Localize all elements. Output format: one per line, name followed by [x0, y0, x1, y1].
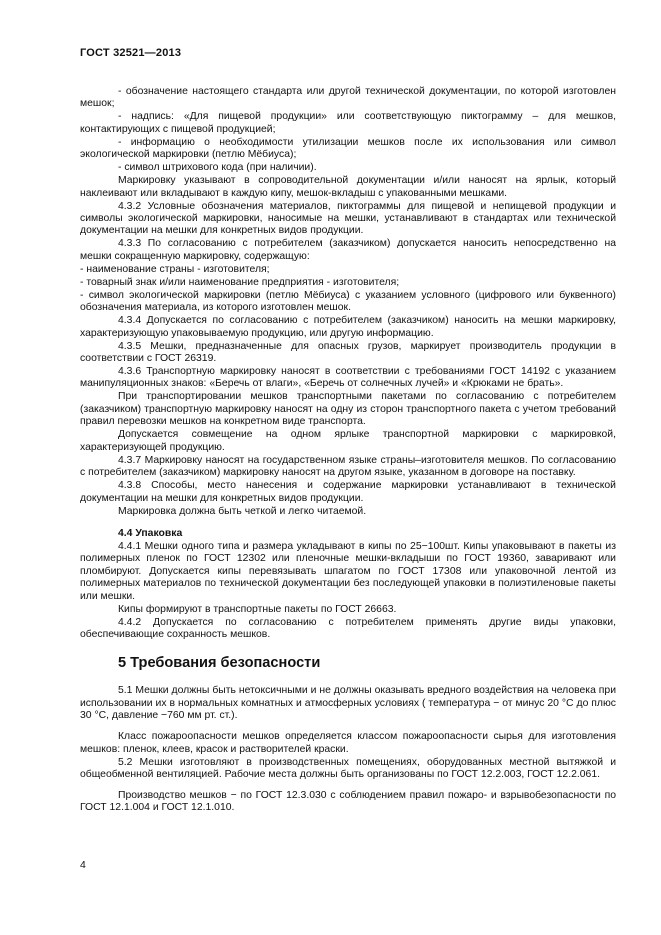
paragraph: - символ штрихового кода (при наличии). — [118, 162, 317, 174]
paragraph: Класс пожароопасности мешков определяется классом пожароопасности сырья для изготовления мешков: пленок, клеев, красок и растворителей краски. — [80, 731, 616, 755]
paragraph: Кипы формируют в транспортные пакеты по ГОСТ 26663. — [118, 603, 397, 615]
paragraph: Маркировка должна быть четкой и легко читаемой. — [118, 505, 367, 517]
paragraph: Допускается совмещение на одном ярлыке транспортной маркировки с маркировкой, характеризующей продукцию. — [80, 429, 616, 453]
document-header: ГОСТ 32521—2013 — [80, 47, 182, 59]
page-body — [80, 86, 616, 815]
paragraph: 4.3.6 Транспортную маркировку наносят в соответствии с требованиями ГОСТ 14192 с указанием манипуляционных знаков: «Беречь от влаги», «Беречь от солнечных лучей» и «Крюками не брать». — [80, 366, 616, 390]
paragraph: При транспортировании мешков транспортными пакетами по согласованию с потребителем (заказчиком) транспортную маркировку наносят на одну из сторон транспортного пакета с учетом требований правил перевозки мешков на конкретном виде транспорта. — [80, 391, 616, 428]
paragraph: 4.4.2 Допускается по согласованию с потребителем применять другие виды упаковки, обеспечивающие сохранность мешков. — [80, 616, 616, 640]
section-heading-safety: 5 Требования безопасности — [118, 655, 321, 672]
paragraph: - надпись: «Для пищевой продукции» или соответствующую пиктограмму – для мешков, контактирующих с пищевой продукцией; — [80, 111, 616, 135]
paragraph: Маркировку указывают в сопроводительной документации и/или наносят на ярлык, который наклеивают или вкладывают в каждую кипу, мешок-вкладыш с упакованными мешками. — [80, 175, 616, 199]
paragraph: 4.3.4 Допускается по согласованию с потребителем (заказчиком) наносить на мешки маркировку, характеризующую упаковываемую продукцию, или другую информацию. — [80, 315, 616, 339]
paragraph: Производство мешков − по ГОСТ 12.3.030 с соблюдением правил пожаро- и взрывобезопасности по ГОСТ 12.1.004 и ГОСТ 12.1.010. — [80, 789, 616, 814]
section-heading-packaging: 4.4 Упаковка — [118, 527, 183, 539]
paragraph: - товарный знак и/или наименование предприятия - изготовителя; — [80, 276, 400, 288]
paragraph: 5.1 Мешки должны быть нетоксичными и не должны оказывать вредного воздействия на человека при использовании их в нормальных комнатных и атмосферных условиях ( температура − от минус 20 °С до плюс 30 °С, давление −760 мм рт. ст.). — [80, 685, 616, 722]
paragraph: 4.3.5 Мешки, предназначенные для опасных грузов, маркирует производитель продукции в соответствии с ГОСТ 26319. — [80, 340, 616, 365]
paragraph: - обозначение настоящего стандарта или другой технической документации, по которой изготовлен мешок; — [80, 86, 616, 110]
paragraph: 4.3.2 Условные обозначения материалов, пиктограммы для пищевой и непищевой продукции и символы экологической маркировки, наносимые на мешки, устанавливают в стандартах или технической документации на мешки для конкретных видов продукции. — [80, 200, 616, 237]
paragraph: 4.3.7 Маркировку наносят на государственном языке страны–изготовителя мешков. По согласованию с потребителем (заказчиком) маркировку наносят на другом языке, указанном в договоре на поставку. — [80, 454, 616, 479]
paragraph: 4.4.1 Мешки одного типа и размера укладывают в кипы по 25−100шт. Кипы упаковывают в пакеты из полимерных пленок по ГОСТ 12302 или пленочные мешки-вкладыши по ГОСТ 19360, заваривают или пломбируют. Допускается кипы перевязывать шпагатом по ГОСТ 17308 или упаковочной лентой из полимерных материалов по технической документации без последующей упаковки в полиэтиленовые пакеты или мешки. — [80, 540, 616, 602]
paragraph: 5.2 Мешки изготовляют в производственных помещениях, оборудованных местной вытяжкой и общеобменной вентиляцией. Рабочие места должны быть организованы по ГОСТ 12.2.003, ГОСТ 12.2.061. — [80, 756, 616, 780]
paragraph: 4.3.3 По согласованию с потребителем (заказчиком) допускается наносить непосредственно на мешки сокращенную маркировку, содержащую: — [80, 238, 616, 262]
paragraph: - наименование страны - изготовителя; — [80, 263, 270, 275]
paragraph: - символ экологической маркировки (петлю Мёбиуса) с указанием условного (цифрового или буквенного) обозначения материала, из которого изготовлен мешок. — [80, 289, 616, 314]
paragraph: - информацию о необходимости утилизации мешков после их использования или символ экологической маркировки (петлю Мёбиуса); — [80, 136, 616, 161]
page-number: 4 — [80, 860, 86, 871]
paragraph: 4.3.8 Способы, место нанесения и содержание маркировки устанавливают в технической документации на мешки для конкретных видов продукции. — [80, 480, 616, 504]
